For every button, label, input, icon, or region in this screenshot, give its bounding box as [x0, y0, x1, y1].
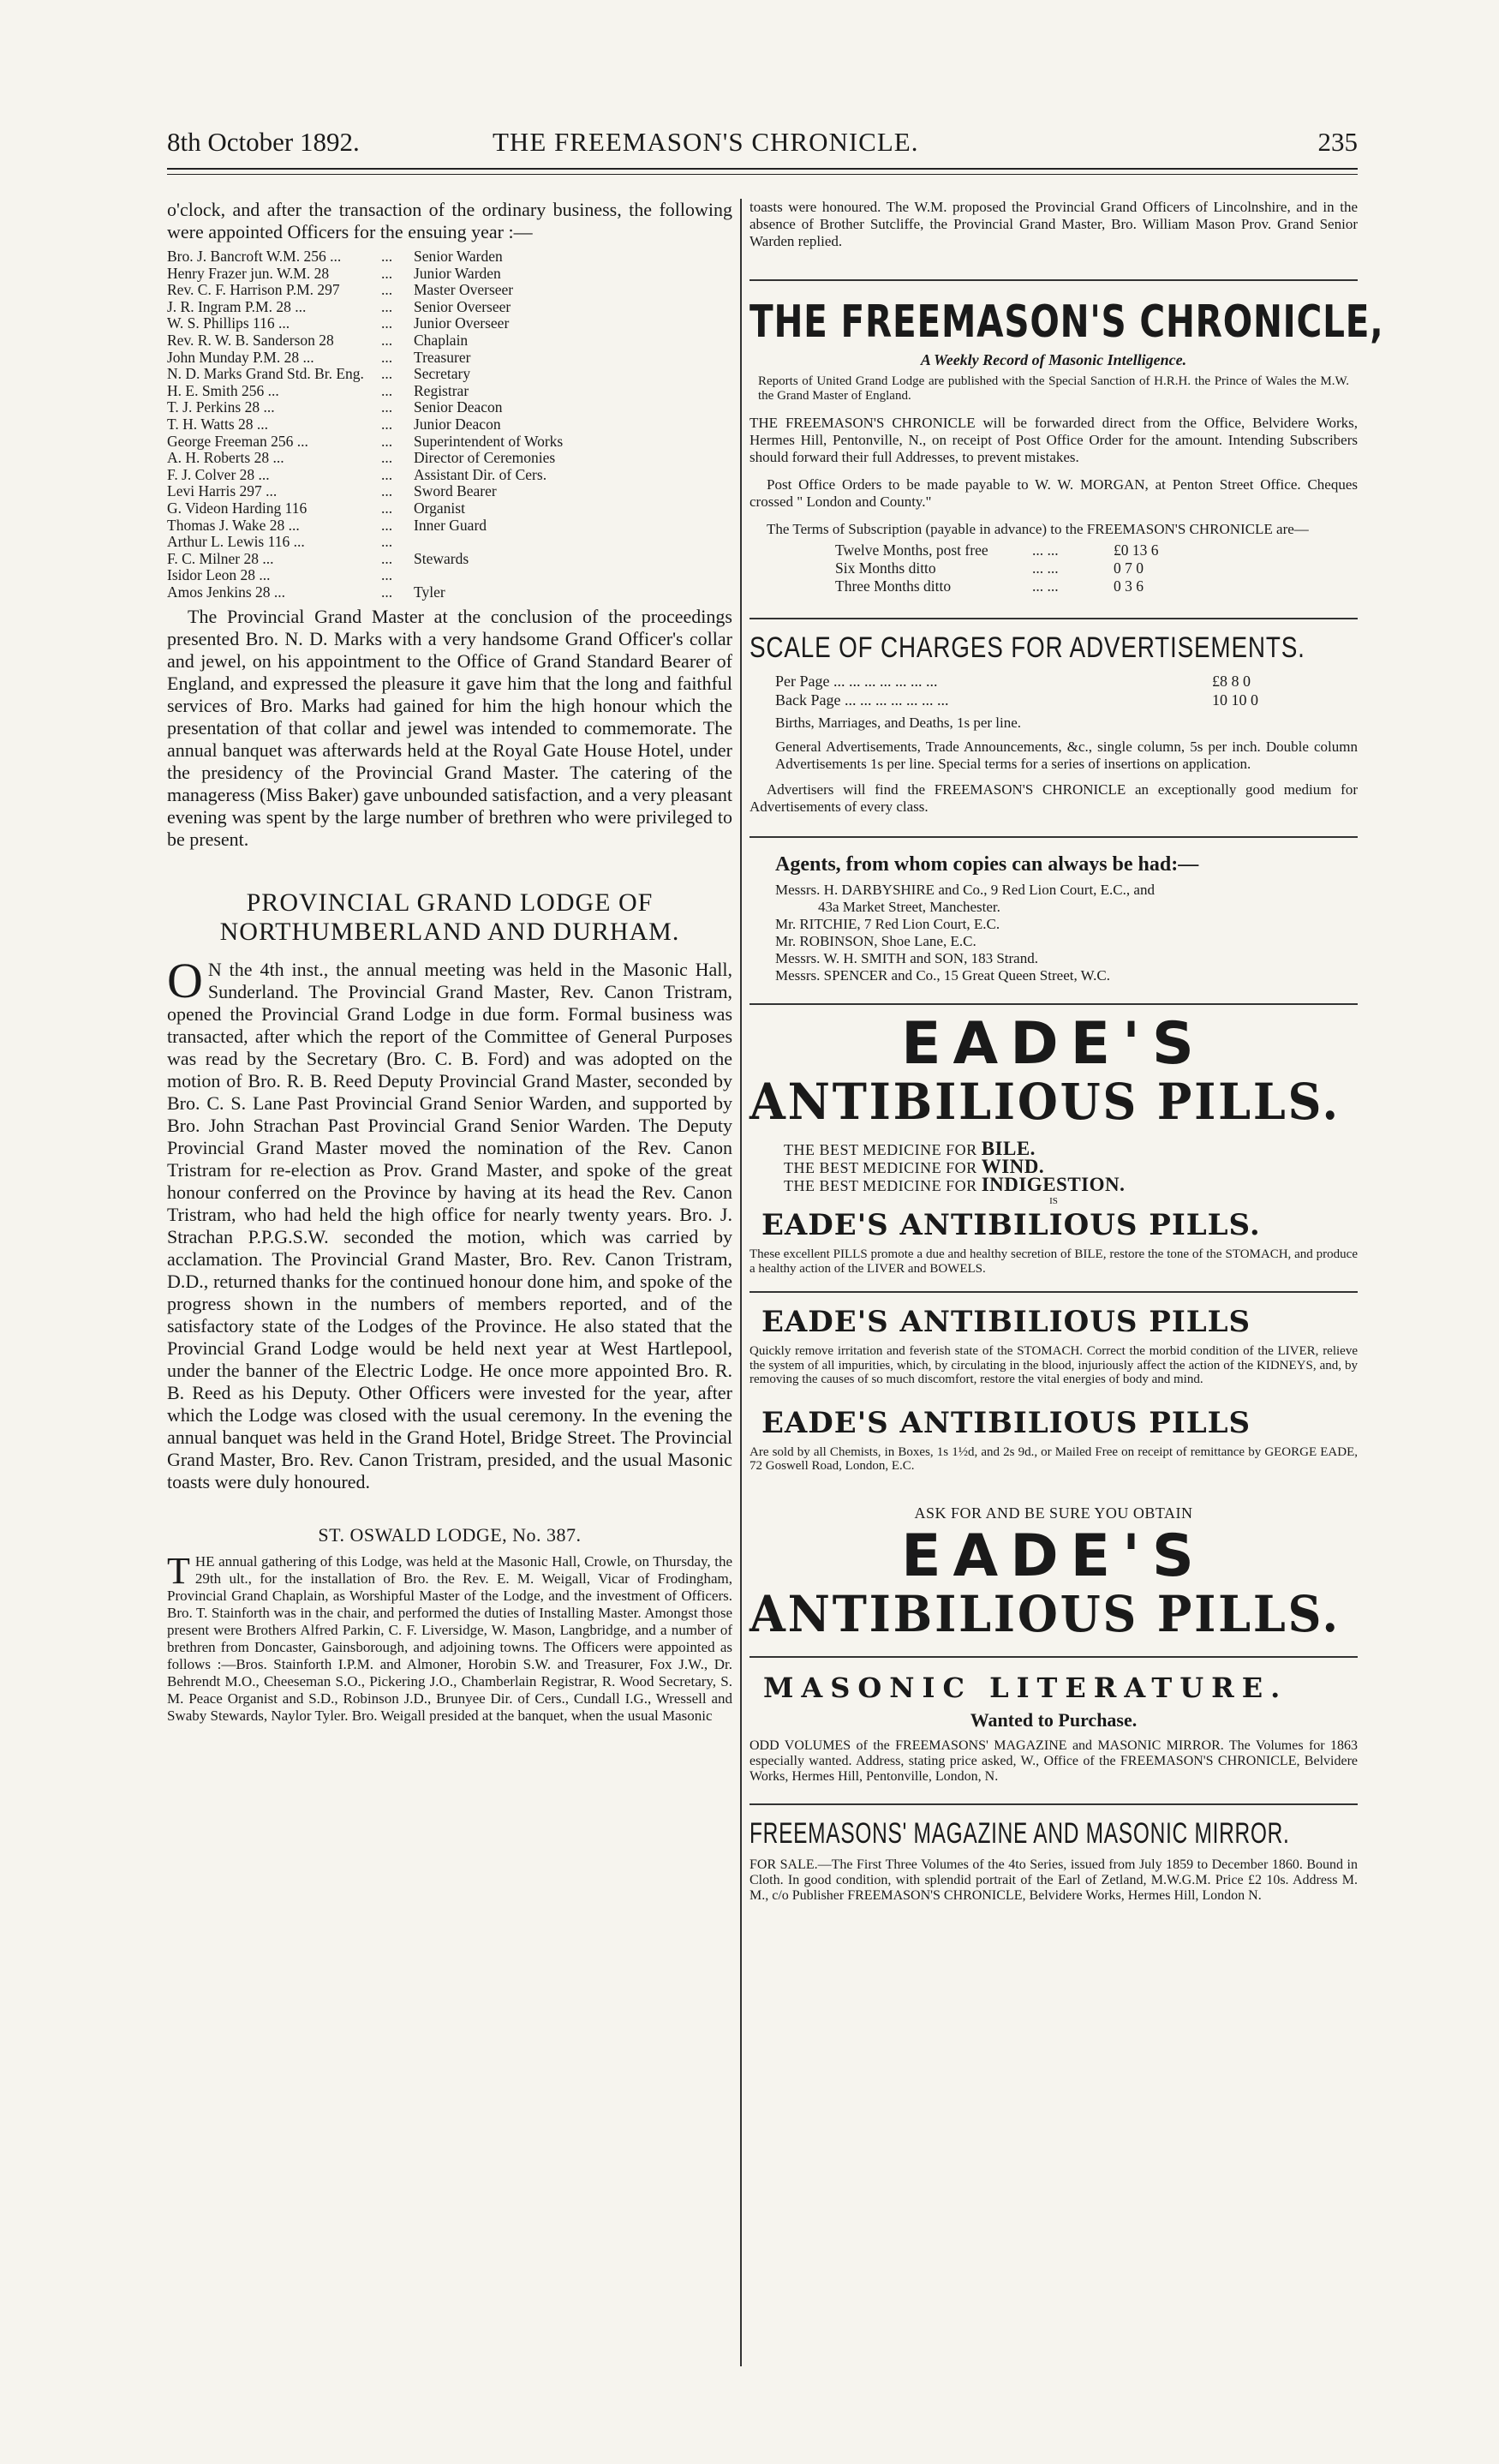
officer-name: Thomas J. Wake 28 ... [167, 517, 300, 534]
officer-leader: ... [381, 381, 393, 399]
intro-paragraph: o'clock, and after the transaction of the ordinary business, the following were appointed Officers for the ensuing year :— [167, 199, 732, 242]
officer-leader: ... [381, 314, 393, 332]
charges-heading: SCALE OF CHARGES FOR ADVERTISEMENTS. [750, 631, 1305, 664]
pills-heading-3: EADE'S ANTIBILIOUS PILLS [761, 1405, 1251, 1440]
officer-leader: ... [381, 264, 393, 282]
officer-leader: ... [381, 516, 393, 534]
heading-line-2: NORTHUMBERLAND AND DURHAM. [219, 918, 680, 947]
post-office-notice: Post Office Orders to be made payable to W. W. MORGAN, at Penton Street Office. Cheques crossed " London and County." [750, 476, 1358, 510]
officer-row [167, 350, 732, 367]
wanted-line: Wanted to Purchase. [970, 1708, 1138, 1731]
officer-name: Amos Jenkins 28 ... [167, 583, 286, 601]
officer-name: F. J. Colver 28 ... [167, 466, 270, 483]
provincial-paragraph [167, 953, 732, 1493]
officer-name: Levi Harris 297 ... [167, 483, 278, 500]
ask-line: ASK FOR AND BE SURE YOU OBTAIN [914, 1504, 1193, 1522]
officer-office: Junior Deacon [414, 415, 501, 433]
officer-leader: ... [381, 432, 393, 450]
charge-price: 10 10 0 [1212, 691, 1258, 709]
best-medicine-prefix: THE BEST MEDICINE FOR [784, 1159, 982, 1176]
subscription-term: Twelve Months, post free [835, 541, 988, 559]
officer-office: Junior Overseer [414, 314, 510, 332]
rule [750, 618, 1358, 619]
rule [750, 279, 1358, 281]
officer-leader: ... [381, 331, 393, 349]
officer-row [167, 248, 732, 266]
officer-row [167, 315, 732, 332]
officer-office: Chaplain [414, 331, 469, 349]
left-column [167, 199, 732, 1725]
officer-row [167, 366, 732, 383]
issue-date: 8th October 1892. [167, 127, 360, 157]
officer-leader: ... [381, 398, 393, 416]
right-column [750, 199, 1384, 1904]
officer-row [167, 332, 732, 350]
officer-leader: ... [381, 248, 393, 265]
officer-office: Junior Warden [414, 264, 501, 282]
officer-row [167, 266, 732, 283]
heading-line-1: PROVINCIAL GRAND LODGE OF [246, 888, 654, 918]
officer-name: T. J. Perkins 28 ... [167, 399, 275, 416]
officer-office: Director of Ceremonies [414, 449, 556, 467]
subscription-price: 0 7 0 [1114, 559, 1144, 577]
agent-line: 43a Market Street, Manchester. [818, 899, 1000, 915]
reports-note: Reports of United Grand Lodge are published with the Special Sanction of H.R.H. the Prince of Wales the M.W. the Grand Master of England. [758, 374, 1349, 403]
officer-office: Master Overseer [414, 281, 514, 299]
officer-row [167, 434, 732, 451]
officer-office: Senior Warden [414, 248, 503, 265]
best-medicine-line [784, 1176, 1358, 1194]
agent-line: Mr. RITCHIE, 7 Red Lion Court, E.C. [775, 916, 1000, 932]
charge-row [775, 672, 1358, 691]
subscription-table [835, 541, 1358, 595]
charge-row [775, 691, 1358, 709]
drop-cap-2: T [167, 1550, 190, 1593]
agents-list [775, 882, 1358, 984]
officer-row [167, 551, 732, 568]
births-note: Births, Marriages, and Deaths, 1s per line. [775, 715, 1022, 731]
officer-row [167, 450, 732, 467]
officer-office [414, 567, 732, 584]
agent-line: Messrs. SPENCER and Co., 15 Great Queen Street, W.C. [775, 967, 1110, 984]
officer-name: Isidor Leon 28 ... [167, 567, 271, 584]
subscription-row [835, 541, 1358, 559]
pills-heading-2: EADE'S ANTIBILIOUS PILLS [761, 1305, 1251, 1339]
charge-price: £8 8 0 [1212, 673, 1251, 690]
subscription-row [835, 577, 1358, 595]
officer-name: John Munday P.M. 28 ... [167, 349, 314, 366]
subscription-term: Six Months ditto [835, 559, 936, 577]
toasts-paragraph: toasts were honoured. The W.M. proposed the Provincial Grand Officers of Lincolnshire, and in the absence of Brother Sutcliffe, the Provincial Grand Master, Bro. William Mason Prov. Grand Senior Warden replied. [750, 199, 1358, 249]
agents-heading: Agents, from whom copies can always be had:— [775, 853, 1199, 876]
terms-notice: The Terms of Subscription (payable in advance) to the FREEMASON'S CHRONICLE are— [767, 521, 1309, 537]
best-medicine-prefix: THE BEST MEDICINE FOR [784, 1141, 982, 1158]
lodge-text: HE annual gathering of this Lodge, was held at the Masonic Hall, Crowle, on Thursday, the 29th ult., for the installation of Bro. the Rev. E. M. Weigall, Vicar of Frodingham, Provincial Grand Chaplain, as Worshipful Master of the Lodge, and the investment of Officers. Bro. T. Stainforth was in the chair, and performed the duties of Installing Master. Amongst those present were Brothers Alfred Parkin, C. F. Liversidge, W. Mason, Langbridge, and a number of brethren from Doncaster, Gainsborough, and adjoining towns. The Officers were appointed as follows :—Bros. Stainforth I.P.M. and Almoner, Horobin S.W. and Treasurer, Fox J.W., Dr. Behrendt M.O., Cheeseman S.O., Pickering J.O., Chamberlain Registrar, R. Wood Secretary, S. M. Peace Organist and S.D., Robinson J.D., Brunyee Dir. of Cers., Cundall I.G., Wressell and Swaby Stewards, Naylor Tyler. Bro. Weigall presided at the banquet, when the usual Masonic [167, 1553, 732, 1725]
officer-office: Inner Guard [414, 516, 487, 534]
officer-row [167, 299, 732, 316]
officer-leader: ... [381, 297, 393, 315]
publication-title: THE FREEMASON'S CHRONICLE. [493, 127, 919, 157]
subscription-leader: ... ... [1032, 541, 1059, 559]
officer-row [167, 584, 732, 601]
rule [750, 1803, 1358, 1805]
officer-name: G. Videon Harding 116 [167, 499, 308, 517]
officer-office: Senior Deacon [414, 398, 503, 416]
officer-row [167, 517, 732, 535]
forward-notice: THE FREEMASON'S CHRONICLE will be forwarded direct from the Office, Belvidere Works, Hermes Hill, Pentonville, N., on receipt of Post Office Order for the amount. Intending Subscribers should forward their full Addresses, to prevent mistakes. [750, 415, 1358, 465]
officer-leader: ... [381, 465, 393, 483]
officer-name: N. D. Marks Grand Std. Br. Eng. [167, 366, 364, 383]
officers-list [167, 248, 732, 601]
officer-row [167, 500, 732, 517]
officer-name: Rev. R. W. B. Sanderson 28 [167, 332, 334, 349]
officer-name: A. H. Roberts 28 ... [167, 450, 284, 467]
rule [750, 836, 1358, 838]
pills-text-1: These excellent PILLS promote a due and healthy secretion of BILE, restore the tone of the STOMACH, and produce a healthy action of the LIVER and BOWELS. [750, 1247, 1358, 1276]
officer-office: Assistant Dir. of Cers. [414, 465, 547, 483]
presentation-paragraph: The Provincial Grand Master at the conclusion of the proceedings presented Bro. N. D. Marks with a very handsome Grand Officer's collar and jewel, on his appointment to the Office of Grand Standard Bearer of England, and expressed the pleasure it gave him that the long and faithful services of Bro. Marks had gained for him the high honour which the presentation of that collar and jewel was intended to commemorate. The annual banquet was afterwards held at the Royal Gate House Hotel, under the presidency of the Provincial Grand Master. The catering of the manageress (Miss Baker) gave unbounded satisfaction, and a very pleasant evening was spent by the large number of brethren who were privileged to be present. [167, 606, 732, 851]
officer-row [167, 567, 732, 584]
officer-name: Rev. C. F. Harrison P.M. 297 [167, 282, 340, 299]
officer-name: W. S. Phillips 116 ... [167, 315, 290, 332]
best-medicine-list [784, 1140, 1358, 1194]
rule [750, 1656, 1358, 1658]
officer-office: Senior Overseer [414, 297, 511, 315]
mirror-heading: FREEMASONS' MAGAZINE AND MASONIC MIRROR. [750, 1816, 1290, 1850]
officer-leader: ... [381, 549, 393, 567]
officer-name: Bro. J. Bancroft W.M. 256 ... [167, 248, 342, 265]
officer-office: Tyler [414, 583, 445, 601]
officer-office: Sword Bearer [414, 482, 497, 500]
pills-text-3: Are sold by all Chemists, in Boxes, 1s 1½d, and 2s 9d., or Mailed Free on receipt of remittance by GEORGE EADE, 72 Goswell Road, London, E.C. [750, 1444, 1358, 1473]
officer-leader: ... [381, 415, 393, 433]
eades-title-2: EADE'S [901, 1522, 1206, 1590]
page-number: 235 [1317, 127, 1358, 157]
subscription-term: Three Months ditto [835, 577, 952, 595]
literature-heading: MASONIC LITERATURE. [763, 1671, 1288, 1704]
subscription-leader: ... ... [1032, 559, 1059, 577]
officer-leader: ... [381, 449, 393, 467]
rule [750, 1003, 1358, 1005]
officer-row [167, 467, 732, 484]
officer-row [167, 483, 732, 500]
best-medicine-prefix: THE BEST MEDICINE FOR [784, 1177, 982, 1194]
rule [750, 1291, 1358, 1293]
officer-name: F. C. Milner 28 ... [167, 550, 274, 567]
officer-office: Secretary [414, 365, 471, 383]
best-medicine-keyword: BILE. [981, 1138, 1036, 1159]
pills-heading-1: EADE'S ANTIBILIOUS PILLS. [761, 1208, 1261, 1242]
officer-leader: ... [381, 533, 393, 551]
pills-text-2: Quickly remove irritation and feverish state of the STOMACH. Correct the morbid condition of the LIVER, relieve the system of all impurities, which, by circulating in the blood, injuriously affect the action of the KIDNEYS, and, by removing the causes of so much discomfort, restore the vital energies of body and mind. [750, 1344, 1358, 1386]
page-header [167, 127, 1358, 163]
subscription-leader: ... ... [1032, 577, 1059, 595]
lodge-heading: ST. OSWALD LODGE, No. 387. [318, 1524, 582, 1546]
agent-line: Mr. ROBINSON, Shoe Lane, E.C. [775, 933, 976, 949]
lodge-paragraph [167, 1550, 732, 1725]
officer-office [414, 534, 732, 551]
charge-label: Back Page ... ... ... ... ... ... ... [775, 691, 949, 709]
officer-leader: ... [381, 281, 393, 299]
officer-leader: ... [381, 499, 393, 517]
charge-label: Per Page ... ... ... ... ... ... ... [775, 673, 938, 690]
officer-row [167, 383, 732, 400]
drop-cap: O [167, 953, 203, 1009]
officer-row [167, 534, 732, 551]
agent-line: Messrs. W. H. SMITH and SON, 183 Strand. [775, 950, 1038, 966]
article-heading [167, 888, 732, 947]
officer-name: H. E. Smith 256 ... [167, 382, 279, 399]
agent-line: Messrs. H. DARBYSHIRE and Co., 9 Red Lion Court, E.C., and [775, 882, 1155, 898]
officer-name: George Freeman 256 ... [167, 433, 308, 450]
header-rule [167, 168, 1358, 175]
officer-leader: ... [381, 566, 393, 584]
is-word: IS [1049, 1196, 1058, 1206]
officer-row [167, 416, 732, 434]
odd-volumes-notice: ODD VOLUMES of the FREEMASONS' MAGAZINE and MASONIC MIRROR. The Volumes for 1863 especially wanted. Address, stating price asked, W., Office of the FREEMASON'S CHRONICLE, Belvidere Works, Hermes Hill, Pentonville, London, N. [750, 1737, 1358, 1784]
officer-office: Organist [414, 499, 465, 517]
officer-office: Registrar [414, 381, 469, 399]
eades-title: EADE'S [901, 1010, 1206, 1078]
antibilious-pills-2: ANTIBILIOUS PILLS. [750, 1584, 1341, 1643]
charges-table [775, 672, 1358, 709]
officer-name: T. H. Watts 28 ... [167, 416, 269, 433]
for-sale-notice: FOR SALE.—The First Three Volumes of the 4to Series, issued from July 1859 to December 1860. Bound in Cloth. In good condition, with splendid portrait of the Earl of Zetland, M.W.G.M. Price £2 10s. Address M. M., c/o Publisher FREEMASON'S CHRONICLE, Belvidere Works, Hermes Hill, London N. [750, 1857, 1358, 1903]
officer-leader: ... [381, 365, 393, 383]
provincial-text: N the 4th inst., the annual meeting was held in the Masonic Hall, Sunderland. The Provincial Grand Master, Rev. Canon Tristram, opened the Provincial Grand Lodge in due form. Formal business was transacted, after which the report of the Committee of General Purposes was read by the Secretary (Bro. C. B. Ford) and was adopted on the motion of Bro. R. B. Reed Deputy Provincial Grand Master, seconded by Bro. C. S. Lane Past Provincial Grand Senior Warden, and supported by Bro. John Strachan Past Provincial Grand Senior Warden. The Deputy Provincial Grand Master moved the nomination of the Rev. Canon Tristram for re-election as Prov. Grand Master, and spoke of the great honour conferred on the Province by having at its head the Rev. Canon Tristram, who had held the high office for nearly twenty years. Bro. J. Strachan P.P.G.S.W. seconded the motion, which was carried by acclamation. The Provincial Grand Master, Bro. Rev. Canon Tristram, D.D., returned thanks for the continued honour done him, and spoke of the progress shown in the numbers of members reported, and of the satisfactory state of the Lodges of the Province. He also stated that the Provincial Grand Lodge would be held next year at West Hartlepool, under the banner of the Electric Lodge. He once more appointed Bro. R. B. Reed as his Deputy. Other Officers were invested for the year, after which the Lodge was closed with the usual ceremony. In the evening the annual banquet was held in the Grand Hotel, Bridge Street. The Provincial Grand Master, Bro. Rev. Canon Tristram, presided, and the usual Masonic toasts were duly honoured. [167, 959, 732, 1493]
advertisers-note: Advertisers will find the FREEMASON'S CHRONICLE an exceptionally good medium for Advertisements of every class. [750, 781, 1358, 815]
officer-office: Treasurer [414, 348, 471, 366]
officer-leader: ... [381, 583, 393, 601]
masthead: THE FREEMASON'S CHRONICLE, [750, 296, 1384, 348]
general-note: General Advertisements, Trade Announcements, &c., single column, 5s per inch. Double column Advertisements 1s per line. Special terms for a series of insertions on application. [775, 739, 1358, 772]
officer-row [167, 282, 732, 299]
masthead-subtitle: A Weekly Record of Masonic Intelligence. [920, 351, 1187, 368]
column-divider [740, 199, 742, 2366]
best-medicine-keyword: INDIGESTION. [981, 1174, 1126, 1195]
subscription-row [835, 559, 1358, 577]
officer-office: Stewards [414, 549, 469, 567]
officer-leader: ... [381, 348, 393, 366]
subscription-price: £0 13 6 [1114, 541, 1159, 559]
best-medicine-line [784, 1140, 1358, 1158]
officer-office: Superintendent of Works [414, 432, 564, 450]
officer-leader: ... [381, 482, 393, 500]
officer-row [167, 399, 732, 416]
best-medicine-keyword: WIND. [981, 1156, 1045, 1177]
officer-name: Arthur L. Lewis 116 ... [167, 534, 305, 551]
officer-name: J. R. Ingram P.M. 28 ... [167, 298, 307, 315]
officer-name: Henry Frazer jun. W.M. 28 [167, 265, 330, 282]
antibilious-pills: ANTIBILIOUS PILLS. [750, 1073, 1341, 1131]
subscription-price: 0 3 6 [1114, 577, 1144, 595]
